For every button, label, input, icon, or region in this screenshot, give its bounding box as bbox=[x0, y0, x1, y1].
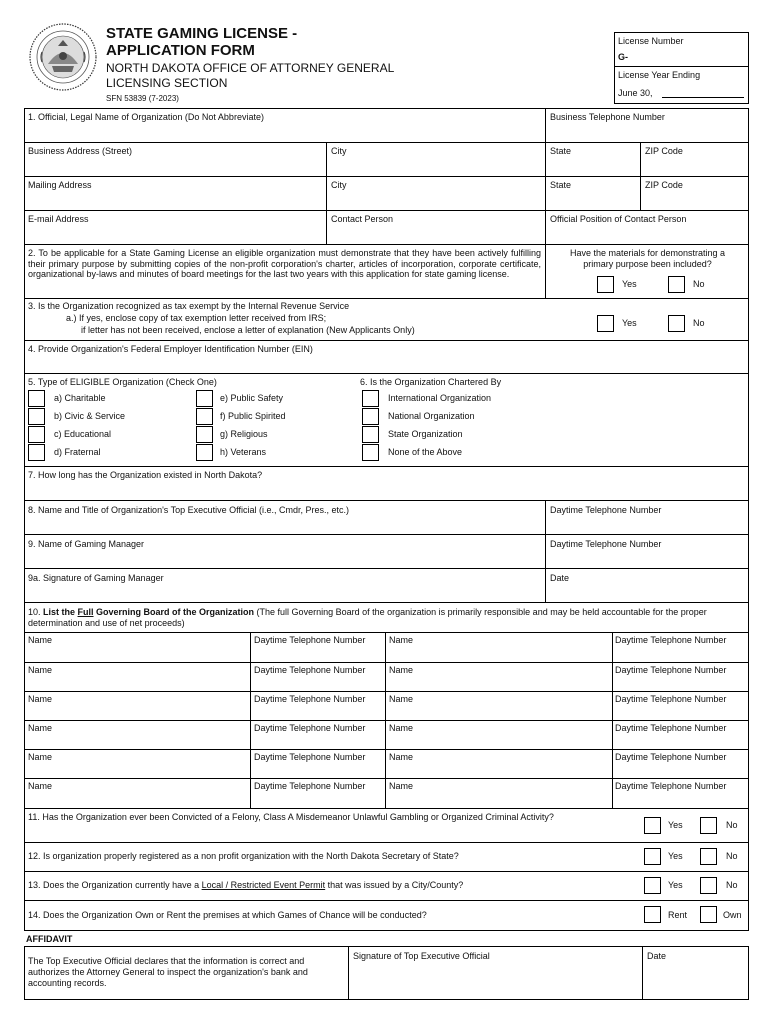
q11-text: 11. Has the Organization ever been Convicted of a Felony, Class A Misdemeanor Unlawful Gambling or Organized Criminal Activity? bbox=[28, 812, 554, 822]
board-phone-label: Daytime Telephone Number bbox=[254, 694, 366, 704]
affidavit-date-label: Date bbox=[647, 951, 667, 961]
col-line bbox=[545, 500, 546, 602]
q5-religious-checkbox[interactable] bbox=[196, 426, 213, 443]
q11-yes-checkbox[interactable] bbox=[644, 817, 661, 834]
board-phone-label: Daytime Telephone Number bbox=[254, 635, 366, 645]
form-number: SFN 53839 (7-2023) bbox=[106, 94, 179, 103]
board-name-label: Name bbox=[28, 781, 53, 791]
q6-option: National Organization bbox=[388, 411, 475, 421]
board-col-line bbox=[250, 749, 251, 779]
q13-post: that was issued by a City/County? bbox=[325, 880, 464, 890]
q14-rent-checkbox[interactable] bbox=[644, 906, 661, 923]
q5-fraternal-checkbox[interactable] bbox=[28, 444, 45, 461]
q9-phone-label: Daytime Telephone Number bbox=[550, 539, 662, 549]
q3-sub-a: a.) If yes, enclose copy of tax exemption letter received from IRS; bbox=[66, 313, 327, 323]
q14-own-label: Own bbox=[723, 910, 742, 920]
q13-text bbox=[28, 880, 463, 891]
row-line bbox=[24, 176, 749, 177]
row-line bbox=[24, 808, 749, 809]
row-line bbox=[24, 298, 749, 299]
q2-text: 2. To be applicable for a State Gaming License an eligible organization must demonstrate that they have been actively fulfilling their primary purpose by submitting copies of the non-profit corporation's charter, articles of incorporation, corporate certificate, organizational by-laws and minutes of board meetings for the last two years with this application for state gaming license. bbox=[28, 248, 541, 280]
q5-charitable-checkbox[interactable] bbox=[28, 390, 45, 407]
row-line bbox=[24, 340, 749, 341]
col-line bbox=[326, 142, 327, 244]
board-row-line bbox=[24, 749, 749, 750]
row-line bbox=[24, 244, 749, 245]
board-col-line bbox=[385, 749, 386, 779]
board-name-label: Name bbox=[28, 723, 53, 733]
q9a-date-label: Date bbox=[550, 573, 570, 583]
row-line bbox=[24, 108, 749, 109]
board-name-label: Name bbox=[389, 635, 414, 645]
city-label: City bbox=[331, 146, 347, 156]
q9a-label: 9a. Signature of Gaming Manager bbox=[28, 573, 164, 583]
q5-option: h) Veterans bbox=[220, 447, 267, 457]
q2-no-label: No bbox=[693, 279, 705, 289]
row-line bbox=[24, 930, 749, 931]
q13-yes-checkbox[interactable] bbox=[644, 877, 661, 894]
board-name-label: Name bbox=[389, 694, 414, 704]
contact-position-label: Official Position of Contact Person bbox=[550, 214, 687, 224]
license-year-value: June 30, bbox=[618, 88, 653, 98]
board-col-line bbox=[612, 778, 613, 808]
signature-label: Signature of Top Executive Official bbox=[353, 951, 490, 961]
business-phone-label: Business Telephone Number bbox=[550, 112, 665, 122]
board-phone-label: Daytime Telephone Number bbox=[615, 665, 727, 675]
q6-option: International Organization bbox=[388, 393, 492, 403]
q13-no-checkbox[interactable] bbox=[700, 877, 717, 894]
board-col-line bbox=[385, 720, 386, 750]
q2-yes-label: Yes bbox=[622, 279, 637, 289]
q2-side-question: Have the materials for demonstrating a primary purpose been included? bbox=[569, 248, 726, 269]
org-name-label: 1. Official, Legal Name of Organization (Do Not Abbreviate) bbox=[28, 112, 264, 122]
board-row-line bbox=[24, 720, 749, 721]
board-row-line bbox=[24, 662, 749, 663]
board-name-label: Name bbox=[28, 752, 53, 762]
q5-option: a) Charitable bbox=[54, 393, 106, 403]
board-col-line bbox=[250, 778, 251, 808]
q5-option: f) Public Spirited bbox=[220, 411, 286, 421]
row-line bbox=[24, 568, 749, 569]
col-line bbox=[545, 244, 546, 298]
board-name-label: Name bbox=[28, 635, 53, 645]
q5-option: e) Public Safety bbox=[220, 393, 284, 403]
affidavit-heading: AFFIDAVIT bbox=[26, 934, 73, 944]
board-phone-label: Daytime Telephone Number bbox=[615, 781, 727, 791]
board-row-line bbox=[24, 632, 749, 633]
board-name-label: Name bbox=[28, 694, 53, 704]
q10-bold-underline: Full bbox=[77, 607, 94, 617]
q12-yes-label: Yes bbox=[668, 851, 683, 861]
col-line bbox=[642, 946, 643, 1000]
q6-none-checkbox[interactable] bbox=[362, 444, 379, 461]
form-title-line1: STATE GAMING LICENSE - bbox=[106, 25, 298, 42]
col-line bbox=[545, 108, 546, 142]
board-phone-label: Daytime Telephone Number bbox=[254, 752, 366, 762]
board-col-line bbox=[250, 632, 251, 662]
board-phone-label: Daytime Telephone Number bbox=[254, 781, 366, 791]
row-line bbox=[24, 900, 749, 901]
board-col-line bbox=[612, 632, 613, 662]
mailing-state-label: State bbox=[550, 180, 572, 190]
q5-educational-checkbox[interactable] bbox=[28, 426, 45, 443]
board-col-line bbox=[250, 720, 251, 750]
q5-public-safety-checkbox[interactable] bbox=[196, 390, 213, 407]
q5-option: b) Civic & Service bbox=[54, 411, 126, 421]
license-number-label: License Number bbox=[618, 36, 684, 46]
q5-veterans-checkbox[interactable] bbox=[196, 444, 213, 461]
q10-bold-2: Governing Board of the Organization bbox=[93, 607, 255, 617]
q10-number: 10. bbox=[28, 607, 44, 617]
q13-no-label: No bbox=[726, 880, 738, 890]
q3-text: 3. Is the Organization recognized as tax exempt by the Internal Revenue Service bbox=[28, 301, 350, 311]
q10-rest: (The full Governing Board of the organization is primarily responsible and may be held accountable for the proper determination and use of net proceeds) bbox=[28, 607, 707, 628]
board-col-line bbox=[612, 749, 613, 779]
q9-label: 9. Name of Gaming Manager bbox=[28, 539, 145, 549]
row-line bbox=[24, 466, 749, 467]
mailing-address-label: Mailing Address bbox=[28, 180, 92, 190]
affidavit-text: The Top Executive Official declares that the information is correct and authorizes the Attorney General to inspect the organization's bank and accounting records. bbox=[28, 956, 308, 988]
q3-no-checkbox[interactable] bbox=[668, 315, 685, 332]
q3-yes-label: Yes bbox=[622, 318, 637, 328]
q14-rent-label: Rent bbox=[668, 910, 688, 920]
q2-no-checkbox[interactable] bbox=[668, 276, 685, 293]
q6-option: None of the Above bbox=[388, 447, 463, 457]
row-line bbox=[24, 842, 749, 843]
form-title-line2: APPLICATION FORM bbox=[106, 42, 255, 59]
board-col-line bbox=[385, 691, 386, 721]
license-year-label: License Year Ending bbox=[618, 70, 701, 80]
q12-no-checkbox[interactable] bbox=[700, 848, 717, 865]
board-name-label: Name bbox=[389, 781, 414, 791]
q5-option: c) Educational bbox=[54, 429, 112, 439]
row-line bbox=[24, 210, 749, 211]
q6-option: State Organization bbox=[388, 429, 463, 439]
row-line bbox=[24, 602, 749, 603]
board-name-label: Name bbox=[389, 752, 414, 762]
q12-no-label: No bbox=[726, 851, 738, 861]
col-line bbox=[545, 142, 546, 244]
board-col-line bbox=[250, 662, 251, 692]
board-col-line bbox=[612, 720, 613, 750]
board-phone-label: Daytime Telephone Number bbox=[615, 635, 727, 645]
q10-instructions bbox=[28, 607, 744, 629]
q11-no-checkbox[interactable] bbox=[700, 817, 717, 834]
q6-state-checkbox[interactable] bbox=[362, 426, 379, 443]
board-row-line bbox=[24, 691, 749, 692]
col-line bbox=[348, 946, 349, 1000]
q5-public-spirited-checkbox[interactable] bbox=[196, 408, 213, 425]
q8-label: 8. Name and Title of Organization's Top Executive Official (i.e., Cmdr, Pres., etc.) bbox=[28, 505, 350, 515]
q14-own-checkbox[interactable] bbox=[700, 906, 717, 923]
board-name-label: Name bbox=[389, 723, 414, 733]
state-seal-icon bbox=[28, 22, 98, 92]
q5-civic-checkbox[interactable] bbox=[28, 408, 45, 425]
q13-permit: Local / Restricted Event Permit bbox=[201, 880, 326, 890]
q11-yes-label: Yes bbox=[668, 820, 683, 830]
state-label: State bbox=[550, 146, 572, 156]
agency-name: NORTH DAKOTA OFFICE OF ATTORNEY GENERAL bbox=[106, 61, 395, 75]
q3-yes-checkbox[interactable] bbox=[597, 315, 614, 332]
row-line bbox=[24, 373, 749, 374]
q2-yes-checkbox[interactable] bbox=[597, 276, 614, 293]
q13-pre: 13. Does the Organization currently have a bbox=[28, 880, 202, 890]
row-line bbox=[24, 534, 749, 535]
board-phone-label: Daytime Telephone Number bbox=[254, 723, 366, 733]
q3-no-label: No bbox=[693, 318, 705, 328]
board-col-line bbox=[385, 632, 386, 662]
board-col-line bbox=[612, 691, 613, 721]
license-year-blank[interactable] bbox=[662, 97, 744, 98]
q5-option: d) Fraternal bbox=[54, 447, 101, 457]
section-name: LICENSING SECTION bbox=[106, 76, 228, 90]
board-col-line bbox=[612, 662, 613, 692]
license-box-divider bbox=[614, 66, 749, 67]
board-name-label: Name bbox=[389, 665, 414, 675]
board-phone-label: Daytime Telephone Number bbox=[254, 665, 366, 675]
q12-yes-checkbox[interactable] bbox=[644, 848, 661, 865]
mailing-city-label: City bbox=[331, 180, 347, 190]
q10-bold-1: List the bbox=[43, 607, 78, 617]
row-line bbox=[24, 871, 749, 872]
mailing-zip-label: ZIP Code bbox=[645, 180, 683, 190]
q11-no-label: No bbox=[726, 820, 738, 830]
board-name-label: Name bbox=[28, 665, 53, 675]
board-col-line bbox=[385, 662, 386, 692]
q14-text: 14. Does the Organization Own or Rent the premises at which Games of Chance will be conducted? bbox=[28, 910, 427, 920]
board-phone-label: Daytime Telephone Number bbox=[615, 694, 727, 704]
contact-person-label: Contact Person bbox=[331, 214, 394, 224]
board-col-line bbox=[385, 778, 386, 808]
q5-title: 5. Type of ELIGIBLE Organization (Check One) bbox=[28, 377, 217, 387]
row-line bbox=[24, 500, 749, 501]
q7-label: 7. How long has the Organization existed in North Dakota? bbox=[28, 470, 263, 480]
email-label: E-mail Address bbox=[28, 214, 89, 224]
q4-ein-label: 4. Provide Organization's Federal Employer Identification Number (EIN) bbox=[28, 344, 313, 354]
board-phone-label: Daytime Telephone Number bbox=[615, 752, 727, 762]
zip-label: ZIP Code bbox=[645, 146, 683, 156]
q3-sub-a-cont: if letter has not been received, enclose a letter of explanation (New Applicants Only) bbox=[81, 325, 415, 335]
board-col-line bbox=[250, 691, 251, 721]
board-row-line bbox=[24, 778, 749, 779]
q6-national-checkbox[interactable] bbox=[362, 408, 379, 425]
q12-text: 12. Is organization properly registered as a non profit organization with the North Dakota Secretary of State? bbox=[28, 851, 459, 861]
q6-title: 6. Is the Organization Chartered By bbox=[360, 377, 502, 387]
q6-international-checkbox[interactable] bbox=[362, 390, 379, 407]
license-number-prefix: G- bbox=[618, 52, 628, 62]
q5-option: g) Religious bbox=[220, 429, 268, 439]
board-phone-label: Daytime Telephone Number bbox=[615, 723, 727, 733]
q13-yes-label: Yes bbox=[668, 880, 683, 890]
business-address-label: Business Address (Street) bbox=[28, 146, 133, 156]
q8-phone-label: Daytime Telephone Number bbox=[550, 505, 662, 515]
